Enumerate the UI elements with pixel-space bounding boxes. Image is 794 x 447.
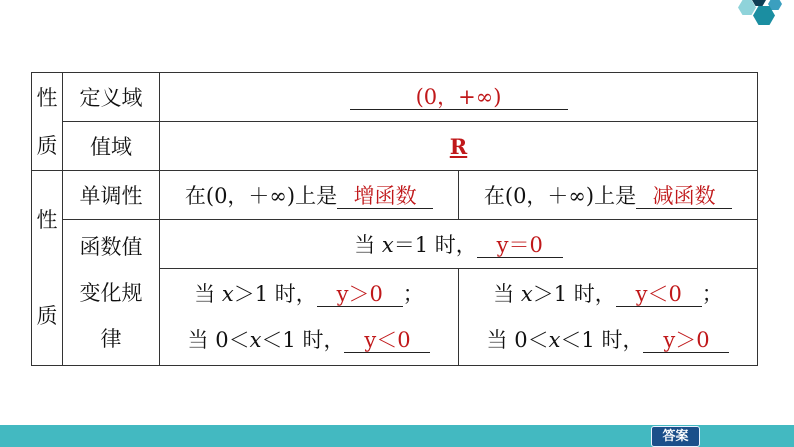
answer-x-equals-1: y＝0 xyxy=(477,233,563,258)
log-function-properties-table xyxy=(31,72,758,366)
row-label-domain: 定义域 xyxy=(63,73,160,122)
answer-monotonic-right: 减函数 xyxy=(636,184,732,209)
cell-func-value-left: 当 x＞1 时， y＞0 ； 当 0＜x＜1 时， y＜0 xyxy=(160,269,459,366)
group-label-1: 性 质 xyxy=(32,73,63,171)
answer-right-x-gt-1: y＜0 xyxy=(616,282,702,307)
answer-monotonic-left: 增函数 xyxy=(337,184,433,209)
answer-left-x-gt-1: y＞0 xyxy=(317,282,403,307)
answer-left-x-lt-1: y＜0 xyxy=(344,328,430,353)
answer-domain: (0，+∞) xyxy=(350,85,568,110)
answer-right-x-lt-1: y＞0 xyxy=(643,328,729,353)
cell-monotonic-right: 在(0，＋∞)上是 减函数 xyxy=(459,171,758,220)
row-label-monotonic: 单调性 xyxy=(63,171,160,220)
group-label-2: 性 质 xyxy=(32,171,63,366)
cell-domain xyxy=(160,73,758,122)
row-label-range: 值域 xyxy=(63,122,160,171)
cell-func-value-right: 当 x＞1 时， y＜0 ； 当 0＜x＜1 时， y＞0 xyxy=(459,269,758,366)
row-label-func-value: 函数值 变化规 律 xyxy=(63,220,160,366)
table-row-monotonic xyxy=(32,171,758,220)
cell-range xyxy=(160,122,758,171)
answer-range: R xyxy=(449,133,468,159)
cell-x-equals-1: 当 x＝1 时， y＝0 xyxy=(160,220,758,269)
answer-button[interactable]: 答案 xyxy=(651,426,700,447)
cell-monotonic-left: 在(0，＋∞)上是 增函数 xyxy=(160,171,459,220)
table-row-domain xyxy=(32,73,758,122)
table-row-func-value-x1 xyxy=(32,220,758,269)
table-row-range xyxy=(32,122,758,171)
